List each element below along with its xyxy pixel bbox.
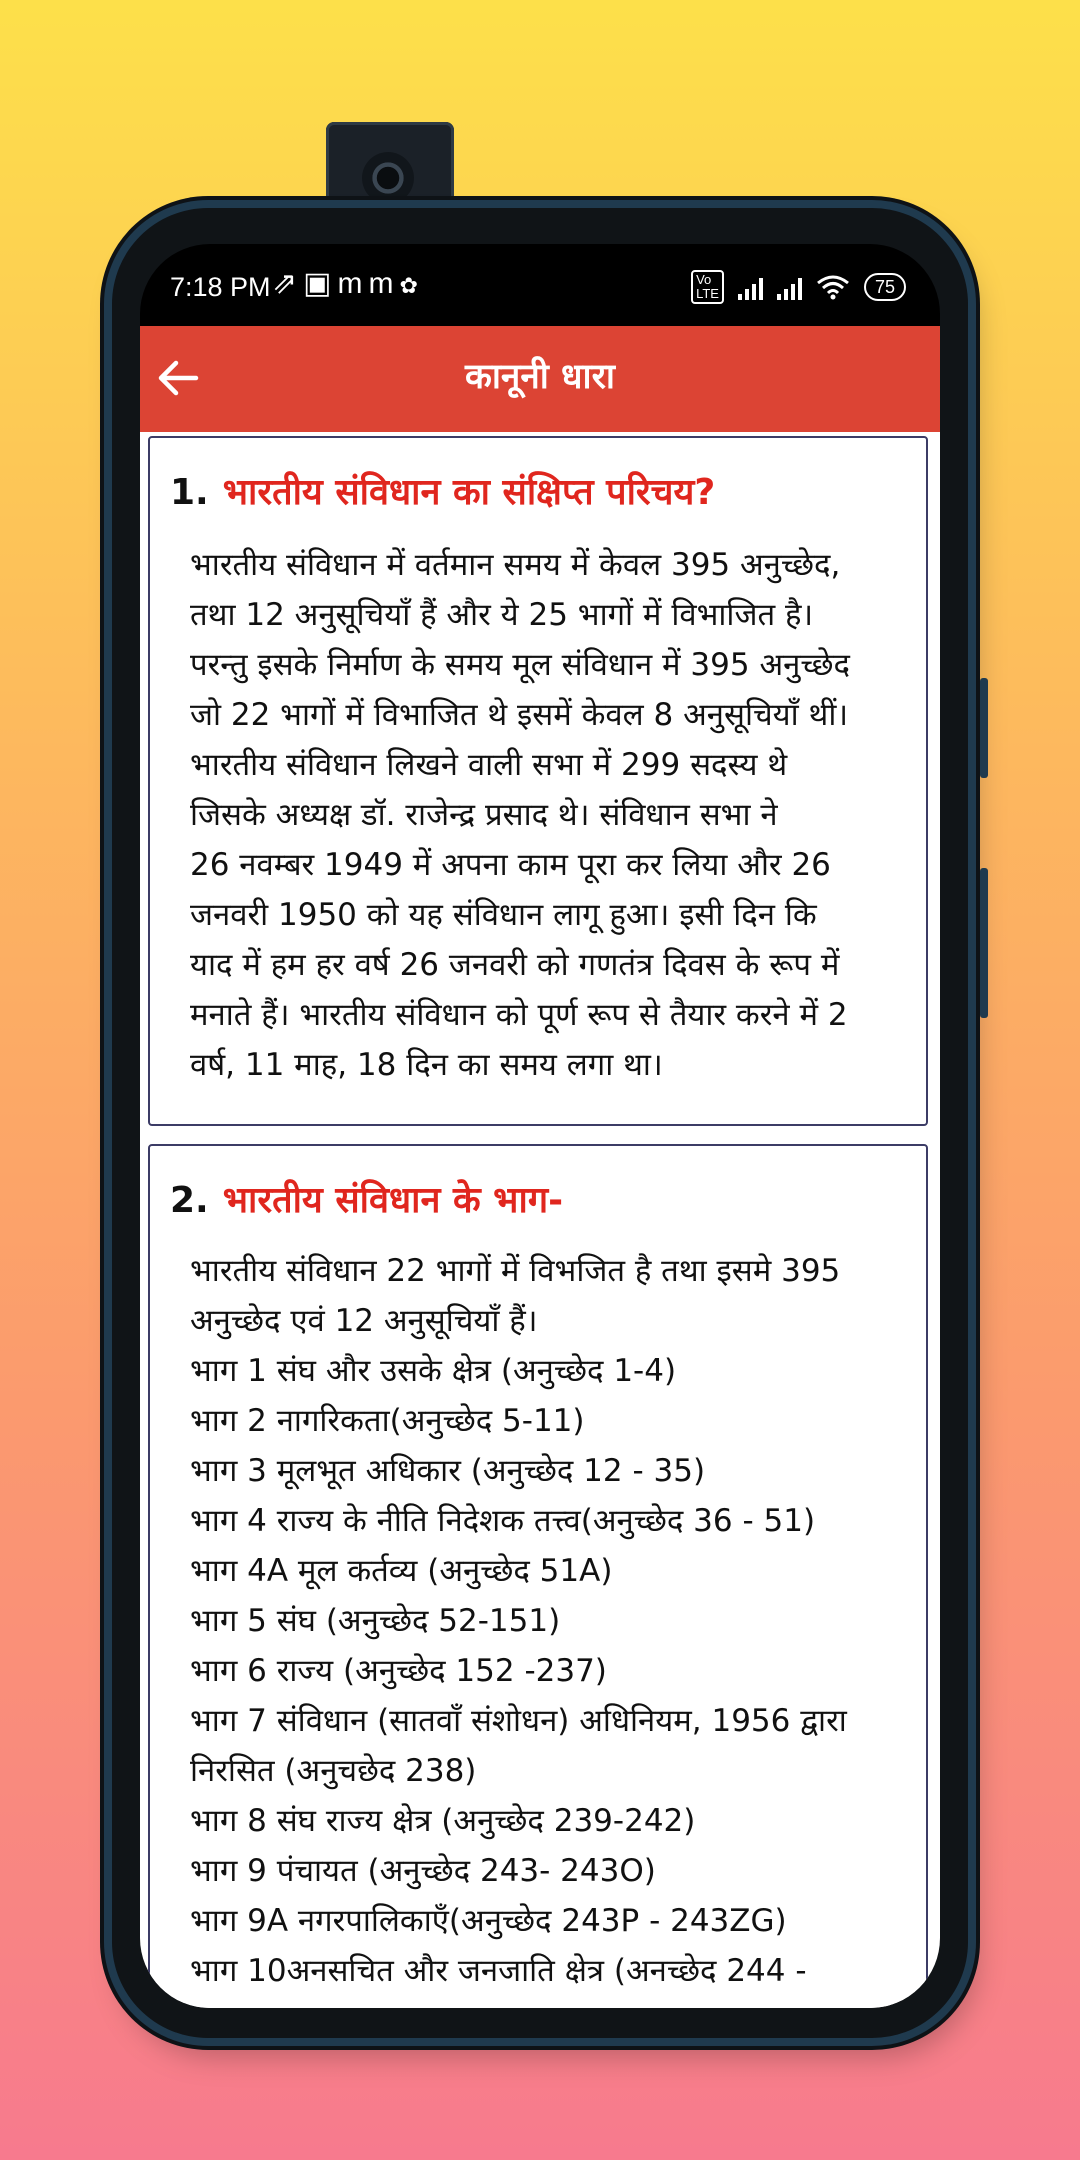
- card-line: वर्ष, 11 माह, 18 दिन का समय लगा था।: [190, 1047, 663, 1083]
- card-line: याद में हम हर वर्ष 26 जनवरी को गणतंत्र दिवस के रूप में: [190, 947, 840, 983]
- volume-button: [980, 678, 988, 778]
- card-line: भाग 2 नागरिकता(अनुच्छेद 5-11): [190, 1403, 585, 1439]
- list-item[interactable]: [148, 436, 928, 1126]
- card-title: [170, 466, 715, 515]
- battery-icon: 75: [864, 273, 906, 301]
- card-number: 2.: [170, 1180, 209, 1221]
- phone-screen: [140, 244, 940, 2008]
- signal-icon: [777, 274, 802, 300]
- m-icon: m: [337, 267, 369, 300]
- card-line: जो 22 भागों में विभाजित थे इसमें केवल 8 अनुसूचियाँ थीं।: [190, 697, 849, 733]
- card-line: 26 नवम्बर 1949 में अपना काम पूरा कर लिया और 26: [190, 847, 831, 883]
- card-line: भारतीय संविधान में वर्तमान समय में केवल 395 अनुच्छेद,: [190, 547, 841, 583]
- card-title: [170, 1174, 563, 1223]
- phone-frame: [112, 208, 968, 2038]
- card-line: भाग 1 संघ और उसके क्षेत्र (अनुच्छेद 1-4): [190, 1353, 677, 1389]
- signal-icon: [738, 274, 763, 300]
- card-line: भाग 10अनसचित और जनजाति क्षेत्र (अनच्छेद 244 -: [190, 1953, 807, 1989]
- status-time: 7:18 PM: [170, 272, 271, 302]
- card-line: तथा 12 अनुसूचियाँ हैं और ये 25 भागों में विभाजित है।: [190, 597, 814, 633]
- card-body: [190, 540, 918, 1090]
- status-right-icons: [691, 270, 906, 304]
- list-item[interactable]: [148, 1144, 928, 2008]
- card-line: भाग 3 मूलभूत अधिकार (अनुच्छेद 12 - 35): [190, 1453, 706, 1489]
- page-title: कानूनी धारा: [464, 357, 615, 397]
- card-line: भारतीय संविधान लिखने वाली सभा में 299 सदस्य थे: [190, 747, 788, 783]
- card-line: भाग 4 राज्य के नीति निदेशक तत्त्व(अनुच्छेद 36 - 51): [190, 1503, 816, 1539]
- app-bar: [140, 326, 940, 432]
- notification-icon: ✿: [399, 273, 424, 298]
- card-line: परन्तु इसके निर्माण के समय मूल संविधान में 395 अनुच्छेद: [190, 647, 850, 683]
- card-heading: भारतीय संविधान का संक्षिप्त परिचय?: [222, 472, 716, 513]
- wifi-icon: [816, 274, 850, 300]
- card-line: भाग 6 राज्य (अनुच्छेद 152 -237): [190, 1653, 607, 1689]
- card-line: अनुच्छेद एवं 12 अनुसूचियाँ हैं।: [190, 1303, 538, 1339]
- card-line: निरसित (अनुचछेद 238): [190, 1753, 477, 1789]
- card-number: 1.: [170, 472, 209, 513]
- card-line: जनवरी 1950 को यह संविधान लागू हुआ। इसी दिन कि: [190, 897, 817, 933]
- card-line: भाग 9A नगरपालिकाएँ(अनुच्छेद 243P - 243ZG): [190, 1903, 787, 1939]
- card-line: भाग 4A मूल कर्तव्य (अनुच्छेद 51A): [190, 1553, 613, 1589]
- status-bar: [140, 244, 940, 326]
- navigation-icon: ⇗: [272, 267, 304, 300]
- volte-icon: Vo LTE: [691, 270, 724, 304]
- status-notification-icons: [272, 266, 424, 301]
- card-line: मनाते हैं। भारतीय संविधान को पूर्ण रूप से तैयार करने में 2: [190, 997, 848, 1033]
- sim-icon: ▣: [303, 267, 338, 300]
- card-heading: भारतीय संविधान के भाग-: [222, 1180, 564, 1221]
- card-line: भारतीय संविधान 22 भागों में विभजित है तथा इसमे 395: [190, 1253, 841, 1289]
- card-line: भाग 7 संविधान (सातवाँ संशोधन) अधिनियम, 1956 द्वारा: [190, 1703, 847, 1739]
- card-body: [190, 1246, 918, 1996]
- camera-lens-icon: [362, 152, 414, 204]
- card-line: भाग 9 पंचायत (अनुच्छेद 243- 243O): [190, 1853, 656, 1889]
- power-button: [980, 868, 988, 1018]
- card-line: जिसके अध्यक्ष डॉ. राजेन्द्र प्रसाद थे। संविधान सभा ने: [190, 797, 778, 833]
- m-icon: m: [368, 267, 400, 300]
- card-line: भाग 5 संघ (अनुच्छेद 52-151): [190, 1603, 561, 1639]
- card-line: भाग 8 संघ राज्य क्षेत्र (अनुच्छेद 239-242): [190, 1803, 696, 1839]
- content-list[interactable]: [140, 432, 940, 2008]
